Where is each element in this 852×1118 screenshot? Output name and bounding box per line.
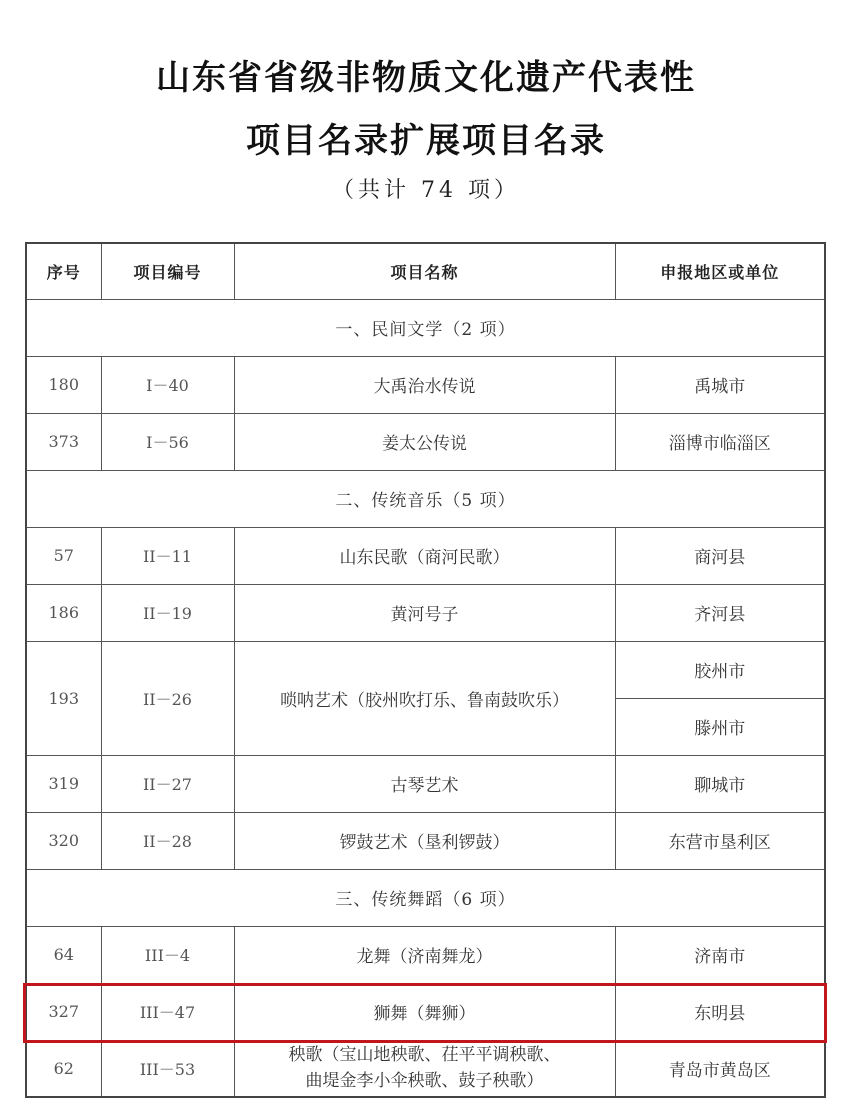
cell-name: 黄河号子 [234,584,615,641]
cell-region: 东明县 [615,983,825,1040]
cell-name: 锣鼓艺术（垦利锣鼓） [234,812,615,869]
cell-region: 齐河县 [615,584,825,641]
cell-seq: 319 [26,755,101,812]
cell-region: 聊城市 [615,755,825,812]
table-row [26,641,825,698]
header-seq: 序号 [26,243,101,299]
cell-region: 东营市垦利区 [615,812,825,869]
cell-code: II－11 [101,527,234,584]
category-folk-literature: 一、民间文学（2 项） [26,299,825,356]
cell-name: 姜太公传说 [234,413,615,470]
cell-seq: 327 [26,983,101,1040]
table-row [26,1040,825,1097]
table-row [26,356,825,413]
cell-code: II－28 [101,812,234,869]
table-row [26,584,825,641]
category-traditional-dance: 三、传统舞蹈（6 项） [26,869,825,926]
header-name: 项目名称 [234,243,615,299]
cell-region: 青岛市黄岛区 [615,1040,825,1097]
cell-region: 禹城市 [615,356,825,413]
document-subtitle: （共计 74 项） [332,178,520,203]
cell-code: II－26 [101,641,234,755]
cell-name-line2: 曲堤金李小伞秧歌、鼓子秧歌） [305,1071,544,1092]
cell-name: 唢呐艺术（胶州吹打乐、鲁南鼓吹乐） [234,641,615,755]
cell-region: 济南市 [615,926,825,983]
table-row [26,755,825,812]
table-row [26,527,825,584]
cell-code: I－56 [101,413,234,470]
table-row [26,926,825,983]
cell-code: III－4 [101,926,234,983]
cell-code: III－53 [101,1040,234,1097]
cell-region: 淄博市临淄区 [615,413,825,470]
cell-code: III－47 [101,983,234,1040]
cell-name: 大禹治水传说 [234,356,615,413]
table-row [26,812,825,869]
cell-seq: 373 [26,413,101,470]
cell-seq: 193 [26,641,101,755]
header-row [26,243,825,299]
cell-name [234,1040,615,1097]
document-title-line1: 山东省省级非物质文化遗产代表性 [156,58,696,98]
cell-region: 商河县 [615,527,825,584]
category-row [26,470,825,527]
cell-code: I－40 [101,356,234,413]
cell-region: 胶州市 [615,641,825,698]
cell-code: II－27 [101,755,234,812]
cell-code: II－19 [101,584,234,641]
category-traditional-music: 二、传统音乐（5 项） [26,470,825,527]
cell-seq: 62 [26,1040,101,1097]
cell-seq: 320 [26,812,101,869]
cell-name: 山东民歌（商河民歌） [234,527,615,584]
cell-seq: 180 [26,356,101,413]
cell-name: 古琴艺术 [234,755,615,812]
cell-name: 龙舞（济南舞龙） [234,926,615,983]
cell-seq: 57 [26,527,101,584]
category-row [26,299,825,356]
category-row [26,869,825,926]
cell-name-line1: 秧歌（宝山地秧歌、茌平平调秧歌、 [288,1045,561,1066]
header-code: 项目编号 [101,243,234,299]
cell-seq: 186 [26,584,101,641]
cell-name: 狮舞（舞狮） [234,983,615,1040]
document-title-line2: 项目名录扩展项目名录 [246,121,606,161]
header-region: 申报地区或单位 [615,243,825,299]
project-table [25,242,826,1098]
cell-seq: 64 [26,926,101,983]
table-row [26,413,825,470]
table-row-highlighted [26,983,825,1040]
cell-region: 滕州市 [615,698,825,755]
